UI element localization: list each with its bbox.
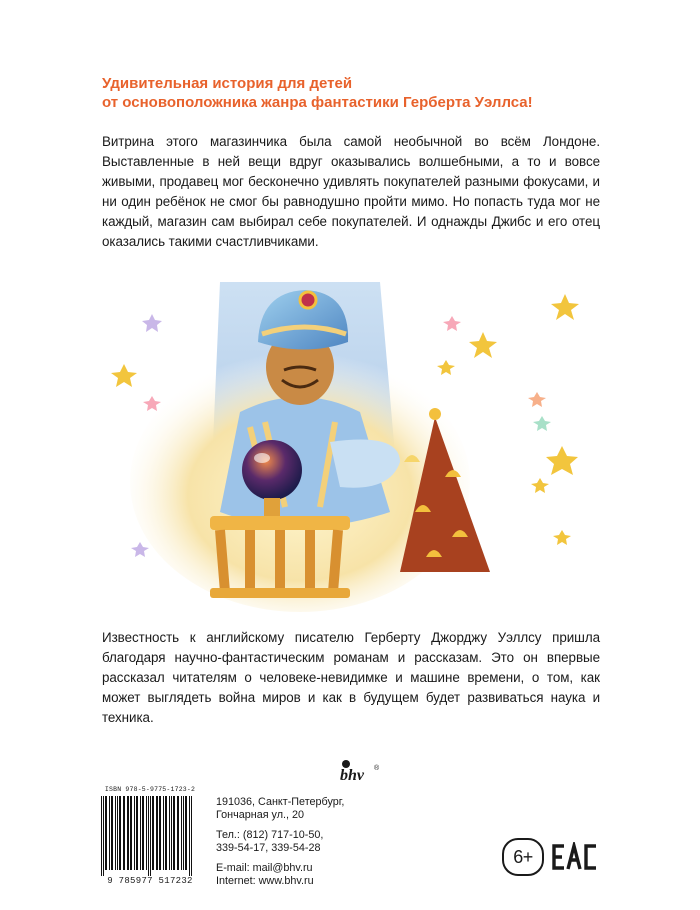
barcode-bar [136,796,138,870]
isbn-barcode [98,786,202,888]
barcode-bar [173,796,175,870]
barcode-bar [115,796,116,870]
barcode-bar [140,796,141,870]
headline [102,74,622,112]
logo-registered: ® [374,765,380,772]
star [131,542,149,557]
barcode-bar [181,796,182,870]
barcode-bar [134,796,135,870]
star [533,416,551,431]
logo-text: bhv [340,767,364,784]
barcode-guard-bar [150,796,151,876]
barcode-bar [171,796,172,870]
star [143,396,161,411]
barcode-guard-bar [189,796,190,876]
star [443,316,461,331]
barcode-bar [183,796,184,870]
barcode-bar [159,796,161,870]
barcode-bar [109,796,110,870]
star [528,392,546,407]
barcode-bar [117,796,118,870]
address-line-2: Гончарная ул., 20 [216,809,305,822]
barcode-bar [169,796,170,870]
barcode-bar [165,796,167,870]
headline-line-2: от основоположника жанра фантастики Герберта Уэллса! [102,94,533,111]
author-paragraph: Известность к английскому писателю Герберту Джорджу Уэллсу пришла благодаря научно-фантастическим романам и рассказам. Это он впервые рассказал читателям о человеке-невидимке и машине времени, о том, как может выглядеть война миров и как в будущем будет развиваться наука и техника. [102,630,600,725]
star [531,478,549,493]
barcode-bar [119,796,121,870]
description-paragraph: Витрина этого магазинчика была самой необычной во всём Лондоне. Выставленные в ней вещи вдруг оказывались волшебными, а то и вовсе живыми, продавец мог бесконечно удивлять покупателей разными фокусами, и ни один ребёнок не смог бы равнодушно пройти мимо. Но попасть туда мог не каждый, магазин сам выбирал себе покупателей. И однажды Джибс и его отец оказались такими счастливчиками. [102,134,600,249]
barcode-bar [185,796,187,870]
headline-line-1: Удивительная история для детей [102,75,353,92]
isbn-label: ISBN 978-5-9775-1723-2 [104,786,196,793]
star [551,294,579,320]
turban-jewel [300,292,316,308]
barcode-bar [142,796,144,870]
barcode-guard-bar [191,796,192,876]
phone-line-2: 339-54-17, 339-54-28 [216,842,321,855]
star [469,332,497,358]
star [546,446,578,475]
address-line-1: 191036, Санкт-Петербург, [216,796,345,808]
barcode-bar [111,796,113,870]
eac-mark [552,842,600,872]
barcode-bar [163,796,164,870]
table-top [210,516,350,530]
star [142,314,162,332]
magician-illustration [100,262,600,622]
barcode-guard-bar [148,796,149,876]
publisher-contacts [216,796,386,888]
barcode-bar [156,796,158,870]
barcode-bar [127,796,129,870]
barcode-guard-bar [101,796,102,876]
barcode-bars [100,796,200,876]
age-rating-badge: 6+ [502,838,544,876]
email-line: E-mail: mail@bhv.ru [216,861,313,874]
phone-line-1: Тел.: (812) 717-10-50, [216,828,324,841]
barcode-bar [152,796,154,870]
barcode-bar [123,796,125,870]
barcode-guard-bar [103,796,104,876]
star [553,530,571,545]
bhv-logo [336,756,384,786]
barcode-bar [146,796,147,870]
barcode-bar [130,796,132,870]
star [437,360,455,375]
star [111,364,137,387]
barcode-bar [105,796,107,870]
ball-stand [264,498,280,516]
barcode-digits: 9 785977 517232 [107,876,193,886]
crystal-ball [242,440,302,500]
barcode-bar [177,796,179,870]
internet-line: Internet: www.bhv.ru [216,875,314,888]
